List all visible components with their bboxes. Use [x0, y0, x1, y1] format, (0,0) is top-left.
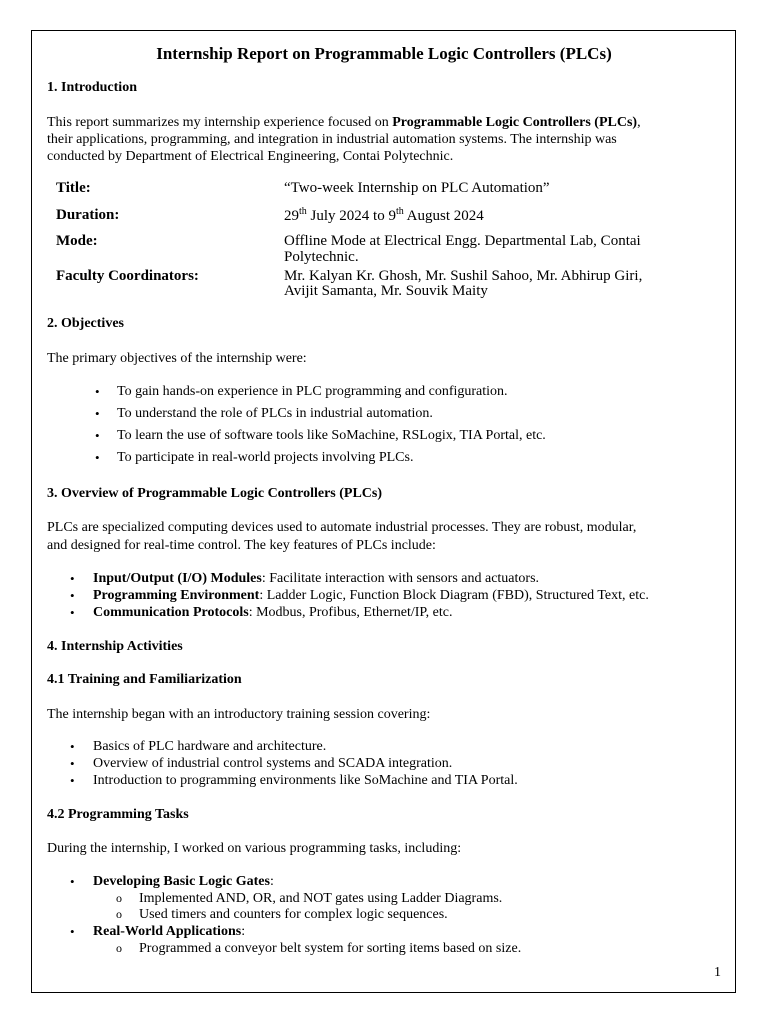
section-heading-introduction: 1. Introduction: [47, 80, 137, 95]
list-item: [116, 907, 448, 923]
task-colon: :: [241, 924, 246, 939]
info-mode-value-line-1: Offline Mode at Electrical Engg. Departmental Lab, Contai: [284, 233, 641, 249]
circle-bullet-icon: o: [116, 907, 122, 921]
feature-text: : Modbus, Profibus, Ethernet/IP, etc.: [248, 605, 453, 620]
info-duration-label: Duration:: [56, 207, 120, 223]
info-faculty-value-line-1: Mr. Kalyan Kr. Ghosh, Mr. Sushil Sahoo, Mr. Abhirup Giri,: [284, 268, 643, 284]
feature-bold: Programming Environment: [93, 588, 260, 603]
info-mode-label: Mode:: [56, 233, 98, 249]
training-intro: The internship began with an introductory training session covering:: [47, 707, 431, 722]
subtask-text: Programmed a conveyor belt system for sorting items based on size.: [139, 941, 522, 956]
bullet-icon: •: [70, 773, 75, 788]
list-item: [95, 384, 508, 400]
subsection-heading-programming: 4.2 Programming Tasks: [47, 807, 189, 822]
list-item: [95, 428, 546, 444]
bullet-icon: •: [70, 756, 75, 771]
intro-bold-term: Programmable Logic Controllers (PLCs): [392, 115, 638, 130]
subsection-heading-training: 4.1 Training and Familiarization: [47, 672, 242, 687]
info-duration-value: [284, 208, 484, 224]
list-item: [95, 406, 433, 422]
objective-text: To understand the role of PLCs in industrial automation.: [117, 406, 433, 421]
objective-text: To gain hands-on experience in PLC programming and configuration.: [117, 384, 508, 399]
task-colon: :: [269, 874, 274, 889]
bullet-icon: •: [95, 450, 100, 465]
intro-text: This report summarizes my internship experience focused on: [47, 115, 393, 130]
list-item: [70, 773, 518, 789]
intro-paragraph-line-1: [47, 114, 641, 132]
intro-paragraph-line-2: their applications, programming, and integration in industrial automation systems. The internship was: [47, 132, 617, 147]
info-mode-value-line-2: Polytechnic.: [284, 249, 359, 265]
list-item: [70, 588, 649, 604]
duration-sup-1: th: [299, 206, 307, 217]
duration-end: August 2024: [403, 208, 484, 224]
bullet-icon: •: [70, 924, 75, 939]
list-item: [70, 605, 452, 621]
feature-text: : Ladder Logic, Function Block Diagram (FBD), Structured Text, etc.: [259, 588, 649, 603]
task-bold: Developing Basic Logic Gates: [93, 874, 270, 889]
feature-bold: Input/Output (I/O) Modules: [93, 571, 262, 586]
info-faculty-label: Faculty Coordinators:: [56, 268, 199, 284]
objectives-intro: The primary objectives of the internship were:: [47, 351, 307, 366]
bullet-icon: •: [70, 605, 75, 620]
task-bold: Real-World Applications: [93, 924, 242, 939]
subtask-text: Used timers and counters for complex logic sequences.: [139, 907, 448, 922]
bullet-icon: •: [70, 571, 75, 586]
bullet-icon: •: [95, 428, 100, 443]
overview-paragraph-line-1: PLCs are specialized computing devices used to automate industrial processes. They are robust, modular,: [47, 520, 637, 535]
bullet-icon: •: [95, 384, 100, 399]
feature-text: : Facilitate interaction with sensors and actuators.: [261, 571, 540, 586]
feature-bold: Communication Protocols: [93, 605, 249, 620]
list-item: [70, 571, 539, 587]
circle-bullet-icon: o: [116, 891, 122, 905]
training-item-text: Overview of industrial control systems and SCADA integration.: [93, 756, 453, 771]
section-heading-objectives: 2. Objectives: [47, 316, 124, 331]
duration-sup-2: th: [395, 206, 404, 217]
page-number: 1: [714, 965, 721, 980]
objective-text: To participate in real-world projects involving PLCs.: [117, 450, 414, 465]
list-item: [70, 756, 452, 772]
bullet-icon: •: [70, 588, 75, 603]
duration-middle: July 2024 to 9: [306, 208, 396, 224]
list-item: [116, 941, 521, 957]
list-item: [116, 891, 502, 907]
intro-paragraph-line-3: conducted by Department of Electrical Engineering, Contai Polytechnic.: [47, 149, 454, 164]
duration-day-start: 29: [284, 208, 299, 224]
overview-paragraph-line-2: and designed for real-time control. The key features of PLCs include:: [47, 538, 436, 553]
document-title: Internship Report on Programmable Logic Controllers (PLCs): [156, 44, 612, 63]
objective-text: To learn the use of software tools like SoMachine, RSLogix, TIA Portal, etc.: [117, 428, 546, 443]
intro-punct: ,: [637, 115, 641, 130]
subtask-text: Implemented AND, OR, and NOT gates using Ladder Diagrams.: [139, 891, 503, 906]
programming-intro: During the internship, I worked on various programming tasks, including:: [47, 841, 462, 856]
circle-bullet-icon: o: [116, 941, 122, 955]
list-item: [95, 450, 413, 466]
list-item: [70, 739, 326, 755]
list-item: [70, 924, 245, 940]
bullet-icon: •: [70, 874, 75, 889]
list-item: [70, 874, 274, 890]
section-heading-activities: 4. Internship Activities: [47, 639, 183, 654]
training-item-text: Basics of PLC hardware and architecture.: [93, 739, 327, 754]
info-faculty-value-line-2: Avijit Samanta, Mr. Souvik Maity: [284, 283, 488, 299]
section-heading-overview: 3. Overview of Programmable Logic Controllers (PLCs): [47, 486, 383, 501]
training-item-text: Introduction to programming environments like SoMachine and TIA Portal.: [93, 773, 518, 788]
info-title-label: Title:: [56, 180, 91, 196]
bullet-icon: •: [70, 739, 75, 754]
bullet-icon: •: [95, 406, 100, 421]
info-title-value: “Two-week Internship on PLC Automation”: [284, 180, 550, 196]
